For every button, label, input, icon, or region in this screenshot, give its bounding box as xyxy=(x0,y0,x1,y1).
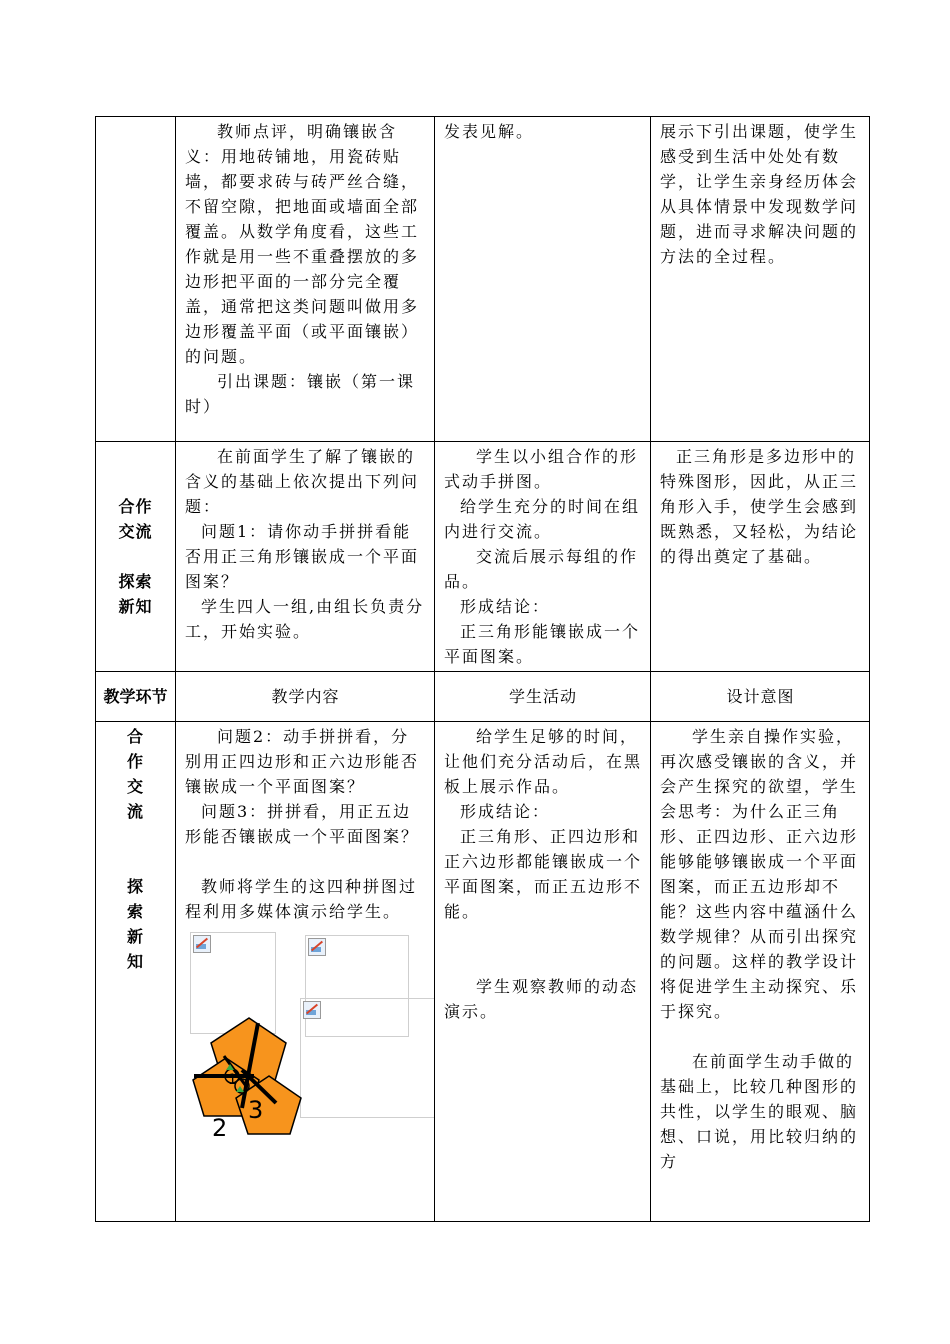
section-label: 新知 xyxy=(118,597,153,616)
activity-paragraph: 学生观察教师的动态演示。 xyxy=(444,977,639,1021)
section-cell xyxy=(96,442,176,672)
tessellation-figure-area xyxy=(176,928,434,1138)
intent-paragraph: 学生亲自操作实验，再次感受镶嵌的含义，并会产生探究的欲望，学生会思考：为什么正三角形、正四边形、正六边形能够能够镶嵌成一个平面图案，而正五边形却不能？这些内容中蕴涵什么数学规律？从而引出探究的问题。这样的教学设计将促进学生主动探究、乐于探究。 xyxy=(660,727,859,1021)
section-cell xyxy=(96,722,176,1222)
intent-cell xyxy=(651,117,870,442)
section-char: 交 xyxy=(126,777,144,796)
section-label: 探索 xyxy=(118,572,153,591)
activity-paragraph: 学生以小组合作的形式动手拼图。 xyxy=(444,447,639,491)
lesson-plan-table xyxy=(95,116,870,1222)
section-cell xyxy=(96,117,176,442)
header-section: 教学环节 xyxy=(96,672,176,722)
section-char: 合 xyxy=(126,727,144,746)
content-cell xyxy=(176,722,435,1222)
section-label: 交流 xyxy=(118,522,153,541)
broken-image-icon xyxy=(193,935,211,953)
content-paragraph: 引出课题：镶嵌（第一课时） xyxy=(185,372,416,416)
activity-paragraph: 给学生充分的时间在组内进行交流。 xyxy=(444,497,641,541)
content-paragraph: 教师将学生的这四种拼图过程利用多媒体演示给学生。 xyxy=(185,877,418,921)
broken-image-icon xyxy=(308,938,326,956)
header-content: 教学内容 xyxy=(176,672,435,722)
intent-paragraph: 展示下引出课题，使学生感受到生活中处处有数学，让学生亲身经历体会从具体情景中发现数学问题，进而寻求解决问题的方法的全过程。 xyxy=(660,122,859,266)
header-activity: 学生活动 xyxy=(435,672,651,722)
activity-cell xyxy=(435,722,651,1222)
content-paragraph: 问题3：拼拼看，用正五边形能否镶嵌成一个平面图案？ xyxy=(185,802,420,846)
activity-cell xyxy=(435,442,651,672)
content-paragraph: 问题2：动手拼拼看，分别用正四边形和正六边形能否镶嵌成一个平面图案？ xyxy=(185,727,420,796)
activity-paragraph: 交流后展示每组的作品。 xyxy=(444,547,639,591)
intent-cell xyxy=(651,442,870,672)
section-char: 知 xyxy=(126,952,144,971)
activity-paragraph: 给学生足够的时间，让他们充分活动后，在黑板上展示作品。 xyxy=(444,727,643,796)
pentagon-tessellation-figure xyxy=(184,1008,324,1138)
section-char: 作 xyxy=(126,752,144,771)
content-paragraph: 教师点评，明确镶嵌含义：用地砖铺地，用瓷砖贴墙，都要求砖与砖严丝合缝，不留空隙，把地面或墙面全部覆盖。从数学角度看，这些工作就是用一些不重叠摆放的多边形把平面的一部分完全覆盖，通常把这类问题叫做用多边形覆盖平面（或平面镶嵌）的问题。 xyxy=(185,122,420,366)
activity-paragraph: 正三角形能镶嵌成一个平面图案。 xyxy=(444,622,641,666)
table-row xyxy=(96,117,870,442)
activity-paragraph: 形成结论： xyxy=(460,802,551,821)
section-label: 合作 xyxy=(118,497,153,516)
activity-paragraph: 发表见解。 xyxy=(444,122,535,141)
figure-label: 3 xyxy=(248,1096,266,1124)
content-cell xyxy=(176,117,435,442)
intent-paragraph: 在前面学生动手做的基础上，比较几种图形的共性，以学生的眼观、脑想、口说，用比较归纳的方 xyxy=(660,1052,859,1171)
content-paragraph: 在前面学生了解了镶嵌的含义的基础上依次提出下列问题： xyxy=(185,447,420,516)
section-char: 探 xyxy=(126,877,144,896)
activity-paragraph: 形成结论： xyxy=(460,597,551,616)
header-intent: 设计意图 xyxy=(651,672,870,722)
content-paragraph: 问题1：请你动手拼拼看能否用正三角形镶嵌成一个平面图案？ xyxy=(185,522,420,591)
intent-paragraph: 正三角形是多边形中的特殊图形，因此，从正三角形入手，使学生会感到既熟悉，又轻松，为结论的得出奠定了基础。 xyxy=(660,447,859,566)
activity-paragraph: 正三角形、正四边形和正六边形都能镶嵌成一个平面图案，而正五边形不能。 xyxy=(444,827,643,921)
section-char: 流 xyxy=(126,802,144,821)
figure-label: 1 xyxy=(228,1072,239,1088)
content-paragraph: 学生四人一组,由组长负责分工，开始实验。 xyxy=(185,597,425,641)
section-char: 索 xyxy=(126,902,144,921)
figure-label: 2 xyxy=(212,1114,230,1138)
table-header-row xyxy=(96,672,870,722)
table-row xyxy=(96,442,870,672)
activity-cell xyxy=(435,117,651,442)
table-row xyxy=(96,722,870,1222)
section-char: 新 xyxy=(126,927,144,946)
content-cell xyxy=(176,442,435,672)
intent-cell xyxy=(651,722,870,1222)
